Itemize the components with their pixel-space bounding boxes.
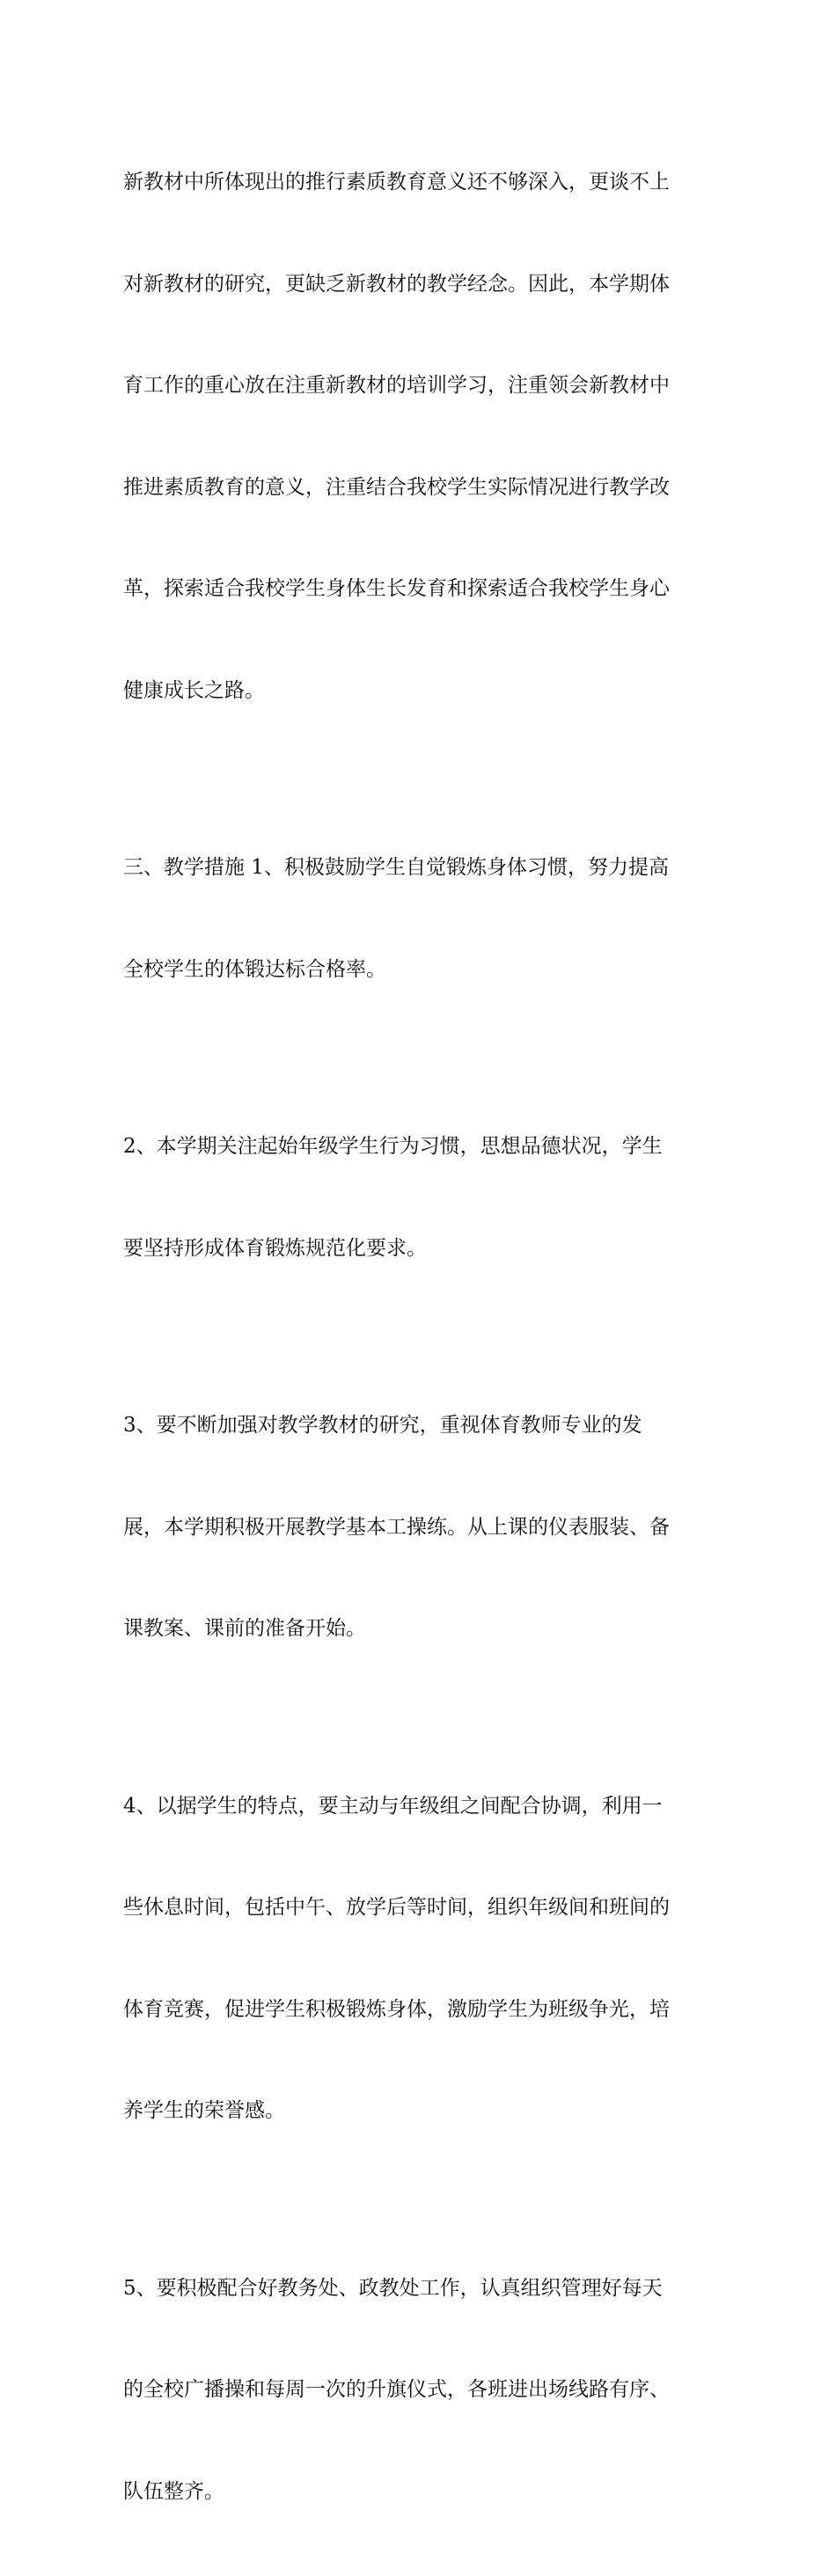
text-line: 养学生的荣誉感。 [123,2094,722,2128]
text-line: 展，本学期积极开展教学基本工操练。从上课的仪表服装、备 [123,1511,722,1545]
text-line: 革，探索适合我校学生身体生长发育和探索适合我校学生身心 [123,572,722,606]
text-line: 2、本学期关注起始年级学生行为习惯，思想品德状况，学生 [123,1130,722,1164]
text-line: 3、要不断加强对教学教材的研究，重视体育教师专业的发 [123,1409,722,1443]
paragraph-measures-4 [123,1722,722,2196]
paragraph-measures-2 [123,1062,722,1333]
text-line: 健康成长之路。 [123,674,722,708]
text-line: 些休息时间，包括中午、放学后等时间，组织年级间和班间的 [123,1891,722,1925]
text-line: 要坚持形成体育锻炼规范化要求。 [123,1232,722,1266]
text-line: 全校学生的体锻达标合格率。 [123,953,722,987]
text-line: 育工作的重心放在注重新教材的培训学习，注重领会新教材中 [123,369,722,403]
text-line: 新教材中所体现出的推行素质教育意义还不够深入，更谈不上 [123,165,722,200]
text-line: 5、要积极配合好教务处、政教处工作，认真组织管理好每天 [123,2272,722,2306]
paragraph-measures-3 [123,1341,722,1714]
text-line: 对新教材的研究，更缺乏新教材的教学经念。因此，本学期体 [123,267,722,302]
text-line: 三、教学措施 1、积极鼓励学生自觉锻炼身体习惯，努力提高 [123,851,722,885]
paragraph-intro [123,98,722,775]
paragraph-measures-5 [123,2204,722,2576]
text-line: 队伍整齐。 [123,2475,722,2509]
text-line: 体育竞赛，促进学生积极锻炼身体，激励学生为班级争光，培 [123,1993,722,2027]
text-line: 4、以据学生的特点，要主动与年级组之间配合协调，利用一 [123,1789,722,1824]
document-page [123,98,722,2576]
paragraph-measures-1 [123,783,722,1054]
text-line: 推进素质教育的意义，注重结合我校学生实际情况进行教学改 [123,471,722,505]
text-line: 的全校广播操和每周一次的升旗仪式，各班进出场线路有序、 [123,2373,722,2407]
text-line: 课教案、课前的准备开始。 [123,1612,722,1646]
